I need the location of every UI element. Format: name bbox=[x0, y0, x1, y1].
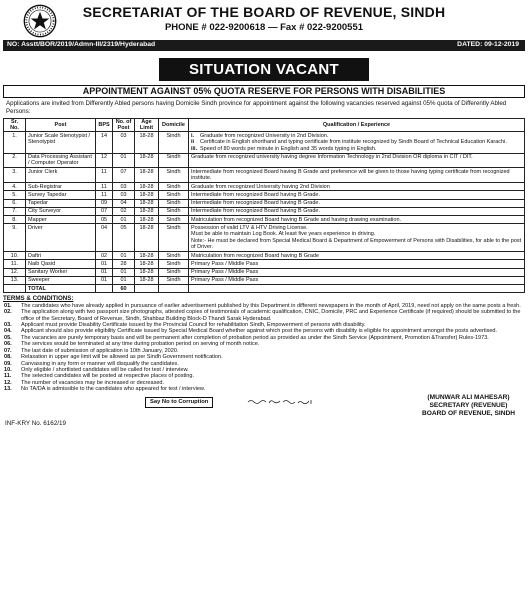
contact-phone-fax: PHONE # 022-9200618 — Fax # 022-9200551 bbox=[164, 22, 364, 33]
row-qualification bbox=[189, 132, 525, 153]
row-age-limit: 18-28 bbox=[135, 276, 159, 284]
table-total-row bbox=[4, 285, 525, 293]
row-post: Survey Tapedar bbox=[26, 191, 96, 199]
qualification-marker: i. bbox=[191, 132, 195, 139]
term-text: The selected candidates will be posted at respective places of posting. bbox=[21, 373, 194, 380]
table-row bbox=[4, 132, 525, 153]
advertisement-page bbox=[3, 2, 525, 598]
term-number: 07. bbox=[4, 347, 12, 354]
row-domicile: Sindh bbox=[159, 183, 189, 191]
term-text: Applicant must provide Disability Certificate issued by the Provincial Council for rehabilitation Sindh, Empowerment of persons with disability. bbox=[21, 322, 366, 329]
col-header-bps: BPS bbox=[96, 118, 113, 132]
row-no-of-post: 01 bbox=[113, 216, 135, 224]
row-qualification bbox=[189, 183, 525, 191]
quota-subtitle: APPOINTMENT AGAINST 05% QUOTA RESERVE FOR PERSONS WITH DISABILITIES bbox=[3, 85, 525, 98]
qualification-text: Primary Pass / Middle Pass bbox=[191, 269, 259, 276]
qualification-line bbox=[191, 261, 522, 267]
term-number: 01. bbox=[4, 302, 12, 309]
qualification-line bbox=[191, 146, 522, 152]
signatory-block bbox=[422, 394, 515, 418]
row-qualification bbox=[189, 216, 525, 224]
reference-bar bbox=[3, 40, 525, 51]
row-sr-no: 11. bbox=[4, 260, 26, 268]
qualification-text: Intermediate from recognized Board having B Grade. bbox=[191, 191, 321, 198]
row-age-limit: 18-28 bbox=[135, 252, 159, 260]
qualification-marker: ii bbox=[191, 139, 195, 146]
row-domicile: Sindh bbox=[159, 207, 189, 215]
row-bps: 01 bbox=[96, 260, 113, 268]
term-item bbox=[3, 309, 525, 322]
row-age-limit: 18-28 bbox=[135, 224, 159, 252]
row-qualification bbox=[189, 191, 525, 199]
situation-vacant-banner: SITUATION VACANT bbox=[159, 58, 369, 81]
row-sr-no: 9. bbox=[4, 224, 26, 252]
table-row bbox=[4, 276, 525, 284]
row-domicile: Sindh bbox=[159, 268, 189, 276]
qualification-text: Intermediate from recognized Board having B Grade. bbox=[191, 208, 321, 215]
col-header-post: Post bbox=[26, 118, 96, 132]
row-sr-no: 7. bbox=[4, 207, 26, 215]
term-number: 12. bbox=[4, 379, 12, 386]
row-bps: 02 bbox=[96, 252, 113, 260]
row-post: Junior Scale Stenotypist / Stenotypist bbox=[26, 132, 96, 153]
row-sr-no: 5. bbox=[4, 191, 26, 199]
table-row bbox=[4, 252, 525, 260]
row-domicile: Sindh bbox=[159, 168, 189, 183]
row-sr-no: 13. bbox=[4, 276, 26, 284]
qualification-text: Intermediate from recognized Board having B Grade. bbox=[191, 200, 321, 207]
vacancy-table bbox=[3, 118, 525, 294]
row-age-limit: 18-28 bbox=[135, 191, 159, 199]
row-bps: 04 bbox=[96, 224, 113, 252]
table-row bbox=[4, 268, 525, 276]
qualification-text: Graduate from recognized University in 2nd Division. bbox=[200, 132, 329, 139]
qualification-line bbox=[191, 277, 522, 283]
row-no-of-post: 01 bbox=[113, 276, 135, 284]
row-post: City Surveyor bbox=[26, 207, 96, 215]
row-domicile: Sindh bbox=[159, 199, 189, 207]
col-header-age-limit: Age Limit bbox=[135, 118, 159, 132]
signatory-org: BOARD OF REVENUE, SINDH bbox=[421, 409, 515, 417]
reference-date: DATED: 09-12-2019 bbox=[457, 41, 519, 49]
row-post: Mapper bbox=[26, 216, 96, 224]
row-domicile: Sindh bbox=[159, 260, 189, 268]
qualification-text: Possession of valid LTV & HTV Driving License. bbox=[191, 224, 308, 231]
col-header-qualification: Qualification / Experience bbox=[189, 118, 525, 132]
row-sr-no: 12. bbox=[4, 268, 26, 276]
row-age-limit: 18-28 bbox=[135, 153, 159, 168]
term-text: The candidates who have already applied in pursuance of earlier advertisement published by this Department in different newspapers in the month of April, 2019, need not apply on the same posts a fresh. bbox=[21, 302, 521, 309]
row-no-of-post: 01 bbox=[113, 153, 135, 168]
row-domicile: Sindh bbox=[159, 191, 189, 199]
qualification-marker: iii. bbox=[191, 145, 198, 152]
row-no-of-post: 04 bbox=[113, 199, 135, 207]
header bbox=[3, 2, 525, 40]
table-header-row bbox=[4, 118, 525, 132]
qualification-line bbox=[191, 217, 522, 223]
qualification-text: Matriculation from recognized Board having B Grade and having drawing examination. bbox=[191, 216, 402, 223]
terms-list bbox=[3, 303, 525, 393]
qualification-text: Primary Pass / Middle Pass bbox=[191, 277, 259, 284]
row-domicile: Sindh bbox=[159, 224, 189, 252]
term-number: 13. bbox=[4, 386, 12, 393]
qualification-line bbox=[191, 154, 522, 160]
term-item bbox=[3, 386, 525, 392]
row-bps: 05 bbox=[96, 216, 113, 224]
row-domicile: Sindh bbox=[159, 216, 189, 224]
row-sr-no: 8. bbox=[4, 216, 26, 224]
qualification-text: Primary Pass / Middle Pass bbox=[191, 260, 259, 267]
col-header-no-of-post: No. of Post bbox=[113, 118, 135, 132]
row-no-of-post: 03 bbox=[113, 191, 135, 199]
qualification-line bbox=[191, 169, 522, 182]
footer bbox=[3, 394, 525, 430]
table-row bbox=[4, 191, 525, 199]
term-text: The number of vacancies may be increased or decreased. bbox=[21, 379, 165, 386]
table-row bbox=[4, 168, 525, 183]
reference-number: NO: Asstt/BOR/2019/Admn-III/2319/Hyderabad bbox=[7, 41, 156, 49]
row-post: Junior Clerk bbox=[26, 168, 96, 183]
row-post: Driver bbox=[26, 224, 96, 252]
row-age-limit: 18-28 bbox=[135, 168, 159, 183]
row-qualification bbox=[189, 207, 525, 215]
row-qualification bbox=[189, 252, 525, 260]
signatory-name: (MUNWAR ALI MAHESAR) bbox=[427, 393, 510, 401]
intro-paragraph: Applications are invited from Differently Abled persons having Domicile Sindh province for appointment against the following vacancies reserved against 05% quota of Differently Abled Persons: bbox=[6, 100, 507, 115]
qualification-line bbox=[191, 192, 522, 198]
row-age-limit: 18-28 bbox=[135, 260, 159, 268]
inf-number: INF-KRY No. 6162/19 bbox=[5, 420, 67, 428]
row-sr-no: 1. bbox=[4, 132, 26, 153]
row-age-limit: 18-28 bbox=[135, 199, 159, 207]
term-number: 02. bbox=[4, 309, 12, 316]
qualification-text: Certificate in English shorthand and typing certificate from institute recognized by Sindh Board of Technical Education Karachi. bbox=[200, 139, 507, 146]
col-header-sr: Sr. No. bbox=[4, 118, 26, 132]
total-value: 60 bbox=[113, 285, 135, 293]
row-bps: 09 bbox=[96, 199, 113, 207]
row-no-of-post: 07 bbox=[113, 168, 135, 183]
row-qualification bbox=[189, 224, 525, 252]
qualification-text: Matriculation from recognized Board having B Grade bbox=[191, 252, 320, 259]
row-age-limit: 18-28 bbox=[135, 183, 159, 191]
table-row bbox=[4, 260, 525, 268]
row-sr-no: 3. bbox=[4, 168, 26, 183]
row-no-of-post: 03 bbox=[113, 183, 135, 191]
row-no-of-post: 03 bbox=[113, 132, 135, 153]
row-qualification bbox=[189, 168, 525, 183]
term-number: 09. bbox=[4, 360, 12, 367]
term-text: The application along with two passport size photographs, attested copies of testimonials of academic qualification, CNIC, Domicile, PRC and Experience Certificate (if required) should be submitted to the office of the Secretary, Board of Revenue, Sindh, Shahbaz Building Block-D Thandi Sarak Hyderabad. bbox=[21, 309, 521, 322]
table-row bbox=[4, 183, 525, 191]
qualification-text: Note:- He must be declared from Special Medical Board & Department of Empowerment of Persons with Disabilities, for able to the post of Driver. bbox=[191, 237, 522, 251]
term-text: Only eligible / shortlisted candidates will be called for test / interview. bbox=[21, 367, 189, 374]
row-no-of-post: 28 bbox=[113, 260, 135, 268]
row-qualification bbox=[189, 260, 525, 268]
term-number: 08. bbox=[4, 354, 12, 361]
page-title: SECRETARIAT OF THE BOARD OF REVENUE, SINDH bbox=[82, 4, 446, 20]
term-text: Relaxation in upper age limit will be allowed as per Sindh Government notification. bbox=[21, 354, 223, 361]
row-domicile: Sindh bbox=[159, 153, 189, 168]
row-domicile: Sindh bbox=[159, 132, 189, 153]
row-qualification bbox=[189, 199, 525, 207]
term-text: The last date of submission of application is 10th January, 2020. bbox=[21, 347, 179, 354]
row-post: Sanitary Worker bbox=[26, 268, 96, 276]
row-age-limit: 18-28 bbox=[135, 132, 159, 153]
row-sr-no: 6. bbox=[4, 199, 26, 207]
row-bps: 11 bbox=[96, 183, 113, 191]
row-qualification bbox=[189, 276, 525, 284]
row-no-of-post: 02 bbox=[113, 207, 135, 215]
qualification-text: Speed of 80 words per minute in English and 35 words typing in English. bbox=[200, 145, 377, 152]
row-qualification bbox=[189, 153, 525, 168]
row-no-of-post: 05 bbox=[113, 224, 135, 252]
signatory-title: SECRETARY (REVENUE) bbox=[429, 401, 508, 409]
term-number: 05. bbox=[4, 334, 12, 341]
terms-heading: TERMS & CONDITIONS: bbox=[3, 295, 74, 303]
row-no-of-post: 01 bbox=[113, 252, 135, 260]
row-age-limit: 18-28 bbox=[135, 268, 159, 276]
total-label: TOTAL bbox=[26, 285, 96, 293]
qualification-line bbox=[191, 184, 522, 190]
row-sr-no: 2. bbox=[4, 153, 26, 168]
row-post: Daftri bbox=[26, 252, 96, 260]
row-age-limit: 18-28 bbox=[135, 207, 159, 215]
row-bps: 12 bbox=[96, 153, 113, 168]
row-post: Sweeper bbox=[26, 276, 96, 284]
row-sr-no: 4. bbox=[4, 183, 26, 191]
row-bps: 07 bbox=[96, 207, 113, 215]
row-bps: 01 bbox=[96, 268, 113, 276]
row-age-limit: 18-28 bbox=[135, 216, 159, 224]
row-bps: 14 bbox=[96, 132, 113, 153]
urdu-slogan-graphic bbox=[247, 398, 315, 405]
row-domicile: Sindh bbox=[159, 276, 189, 284]
row-bps: 11 bbox=[96, 191, 113, 199]
qualification-line bbox=[191, 208, 522, 214]
table-row bbox=[4, 199, 525, 207]
no-corruption-badge: Say No to Corruption bbox=[145, 397, 213, 408]
term-number: 03. bbox=[4, 322, 12, 329]
table-row bbox=[4, 153, 525, 168]
row-domicile: Sindh bbox=[159, 252, 189, 260]
table-row bbox=[4, 224, 525, 252]
qualification-line bbox=[191, 200, 522, 206]
qualification-line bbox=[191, 269, 522, 275]
term-number: 04. bbox=[4, 328, 12, 335]
row-sr-no: 10. bbox=[4, 252, 26, 260]
row-qualification bbox=[189, 268, 525, 276]
term-number: 10. bbox=[4, 367, 12, 374]
term-text: The services would be terminated at any time during probation period on serving of month notice. bbox=[21, 341, 260, 348]
term-text: Applicant should also provide eligibility Certificate issued by Special Medical Board whether against which post the persons with disability is eligible for appointment amongst the posts advertised. bbox=[21, 328, 498, 335]
term-text: Canvassing in any form or manner will disqualify the candidates. bbox=[21, 360, 179, 367]
row-bps: 11 bbox=[96, 168, 113, 183]
term-text: No TA/DA is admissible to the candidates who appeared for test / interview. bbox=[21, 386, 206, 393]
row-post: Data Processing Assistant / Computer Operator bbox=[26, 153, 96, 168]
qualification-line bbox=[191, 238, 522, 251]
row-post: Sub-Registrar bbox=[26, 183, 96, 191]
table-row bbox=[4, 207, 525, 215]
qualification-text: Graduate from recognized university having degree Information Technology in 2nd Division OR diploma in CIT / DIT. bbox=[191, 154, 473, 160]
qualification-text: Must be able to maintain Log Book. At least five years experience in driving. bbox=[191, 231, 376, 238]
term-number: 06. bbox=[4, 341, 12, 348]
qualification-text: Graduate from recognized University having 2nd Division bbox=[191, 183, 330, 190]
col-header-domicile: Domicile bbox=[159, 118, 189, 132]
term-text: The vacancies are purely temporary basis and will be permanent after completion of probation period as provided as under the Sindh Service (Appointment, Promotion &Transfer) Rules-1973. bbox=[21, 334, 489, 341]
row-post: Tapedar bbox=[26, 199, 96, 207]
qualification-line bbox=[191, 253, 522, 259]
qualification-text: Intermediate from recognized Board having B Grade and preference will be given to those having typing certificate from recognized institute. bbox=[191, 168, 510, 182]
row-post: Naib Qasid bbox=[26, 260, 96, 268]
row-no-of-post: 01 bbox=[113, 268, 135, 276]
term-number: 11. bbox=[4, 373, 12, 380]
row-bps: 01 bbox=[96, 276, 113, 284]
table-row bbox=[4, 216, 525, 224]
